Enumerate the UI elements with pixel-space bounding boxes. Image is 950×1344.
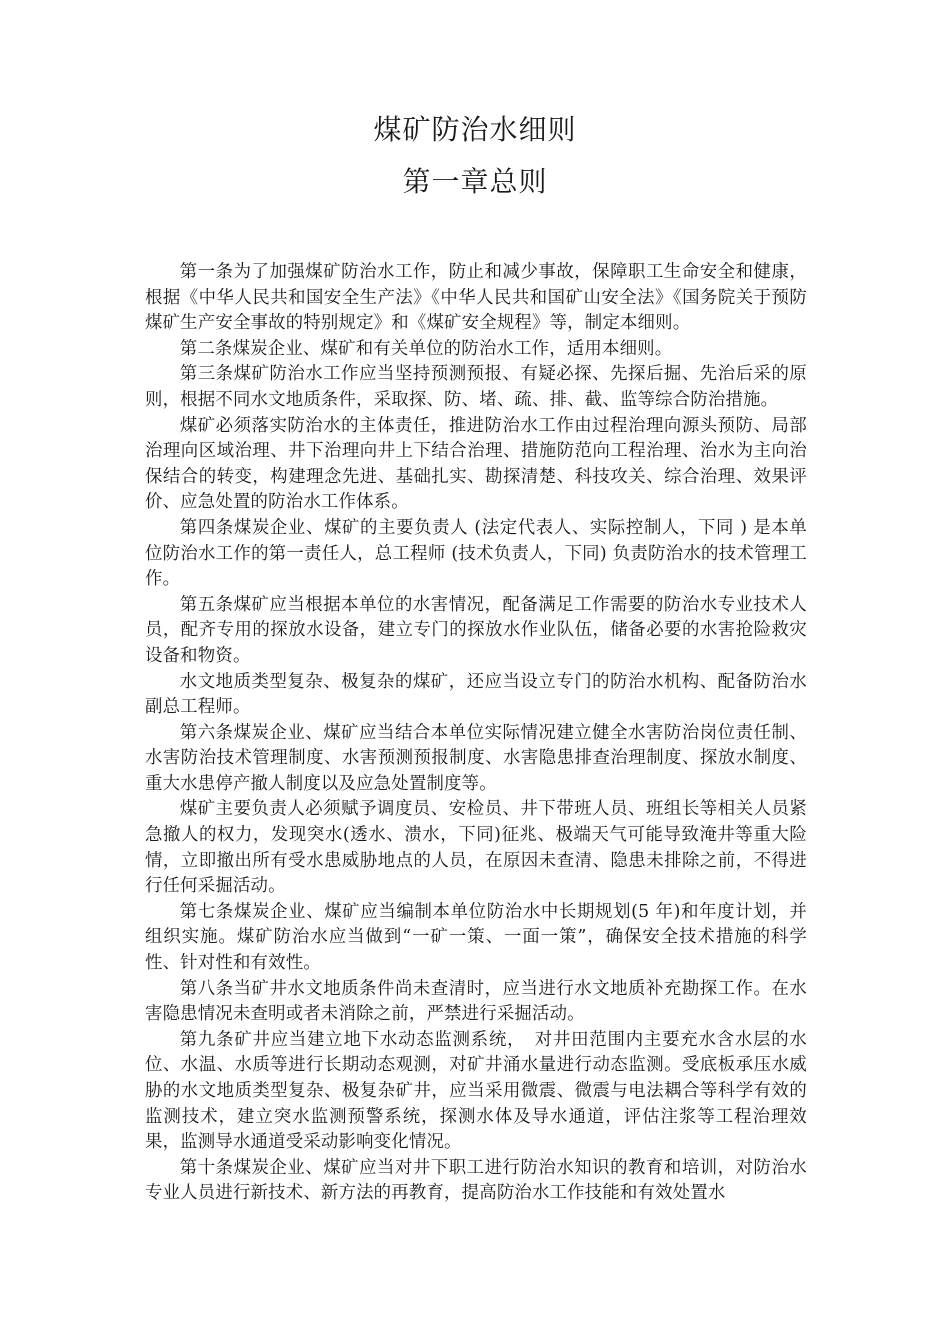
paragraph: 第三条煤矿防治水工作应当坚持预测预报、有疑必探、先探后掘、先治后采的原则，根据不同水文地质条件，采取探、防、堵、疏、排、截、监等综合防治措施。: [145, 364, 807, 410]
paragraph: 第九条矿井应当建立地下水动态监测系统， 对井田范围内主要充水含水层的水位、水温、水质等进行长期动态观测，对矿井涌水量进行动态监测。受底板承压水威胁的水文地质类型复杂、极复杂矿井，应当采用微震、微震与电法耦合等科学有效的监测技术，建立突水监测预警系统，探测水体及导水通道，评估注浆等工程治理效果，监测导水通道受采动影响变化情况。: [145, 1029, 807, 1153]
paragraph: 第十条煤炭企业、煤矿应当对井下职工进行防治水知识的教育和培训，对防治水专业人员进行新技术、新方法的再教育，提高防治水工作技能和有效处置水: [145, 1157, 807, 1204]
paragraph: 煤矿主要负责人必须赋予调度员、安检员、井下带班人员、班组长等相关人员紧急撤人的权力，发现突水(透水、溃水，下同)征兆、极端天气可能导致淹井等重大险情，立即撤出所有受水患威胁地点的人员，在原因未查清、隐患未排除之前，不得进行任何采掘活动。: [145, 799, 807, 897]
paragraph: 第二条煤炭企业、煤矿和有关单位的防治水工作，适用本细则。: [179, 338, 673, 359]
paragraph: 第一条为了加强煤矿防治水工作，防止和减少事故，保障职工生命安全和健康，根据《中华人民共和国安全生产法》《中华人民共和国矿山安全法》《国务院关于预防煤矿生产安全事故的特别规定》和《煤矿安全规程》等，制定本细则。: [145, 262, 807, 334]
paragraph: 第八条当矿井水文地质条件尚未查清时，应当进行水文地质补充勘探工作。在水害隐患情况未查明或者未消除之前，严禁进行采掘活动。: [145, 978, 807, 1025]
paragraph: 第六条煤炭企业、煤矿应当结合本单位实际情况建立健全水害防治岗位责任制、水害防治技术管理制度、水害预测预报制度、水害隐患排查治理制度、探放水制度、重大水患停产撤人制度以及应急处置制度等。: [145, 722, 807, 794]
document-body: [145, 260, 807, 1207]
chapter-title: 第一章总则: [402, 165, 548, 198]
paragraph: 煤矿必须落实防治水的主体责任，推进防治水工作由过程治理向源头预防、局部治理向区域治理、井下治理向井上下结合治理、措施防范向工程治理、治水为主向治保结合的转变，构建理念先进、基础扎实、勘探清楚、科技攻关、综合治理、效果评价、应急处置的防治水工作体系。: [145, 415, 807, 513]
paragraph: 第四条煤炭企业、煤矿的主要负责人 (法定代表人、实际控制人，下同 ) 是本单位防治水工作的第一责任人，总工程师 (技术负责人，下同) 负责防治水的技术管理工作。: [145, 517, 807, 590]
paragraph: 水文地质类型复杂、极复杂的煤矿，还应当设立专门的防治水机构、配备防治水副总工程师。: [145, 671, 807, 718]
paragraph: 第七条煤炭企业、煤矿应当编制本单位防治水中长期规划(5 年)和年度计划，并组织实施。煤矿防治水应当做到“一矿一策、一面一策”，确保安全技术措施的科学性、针对性和有效性。: [145, 901, 807, 974]
document-title: 煤矿防治水细则: [373, 113, 577, 146]
paragraph: 第五条煤矿应当根据本单位的水害情况，配备满足工作需要的防治水专业技术人员，配齐专用的探放水设备，建立专门的探放水作业队伍，储备必要的水害抢险救灾设备和物资。: [145, 594, 807, 666]
